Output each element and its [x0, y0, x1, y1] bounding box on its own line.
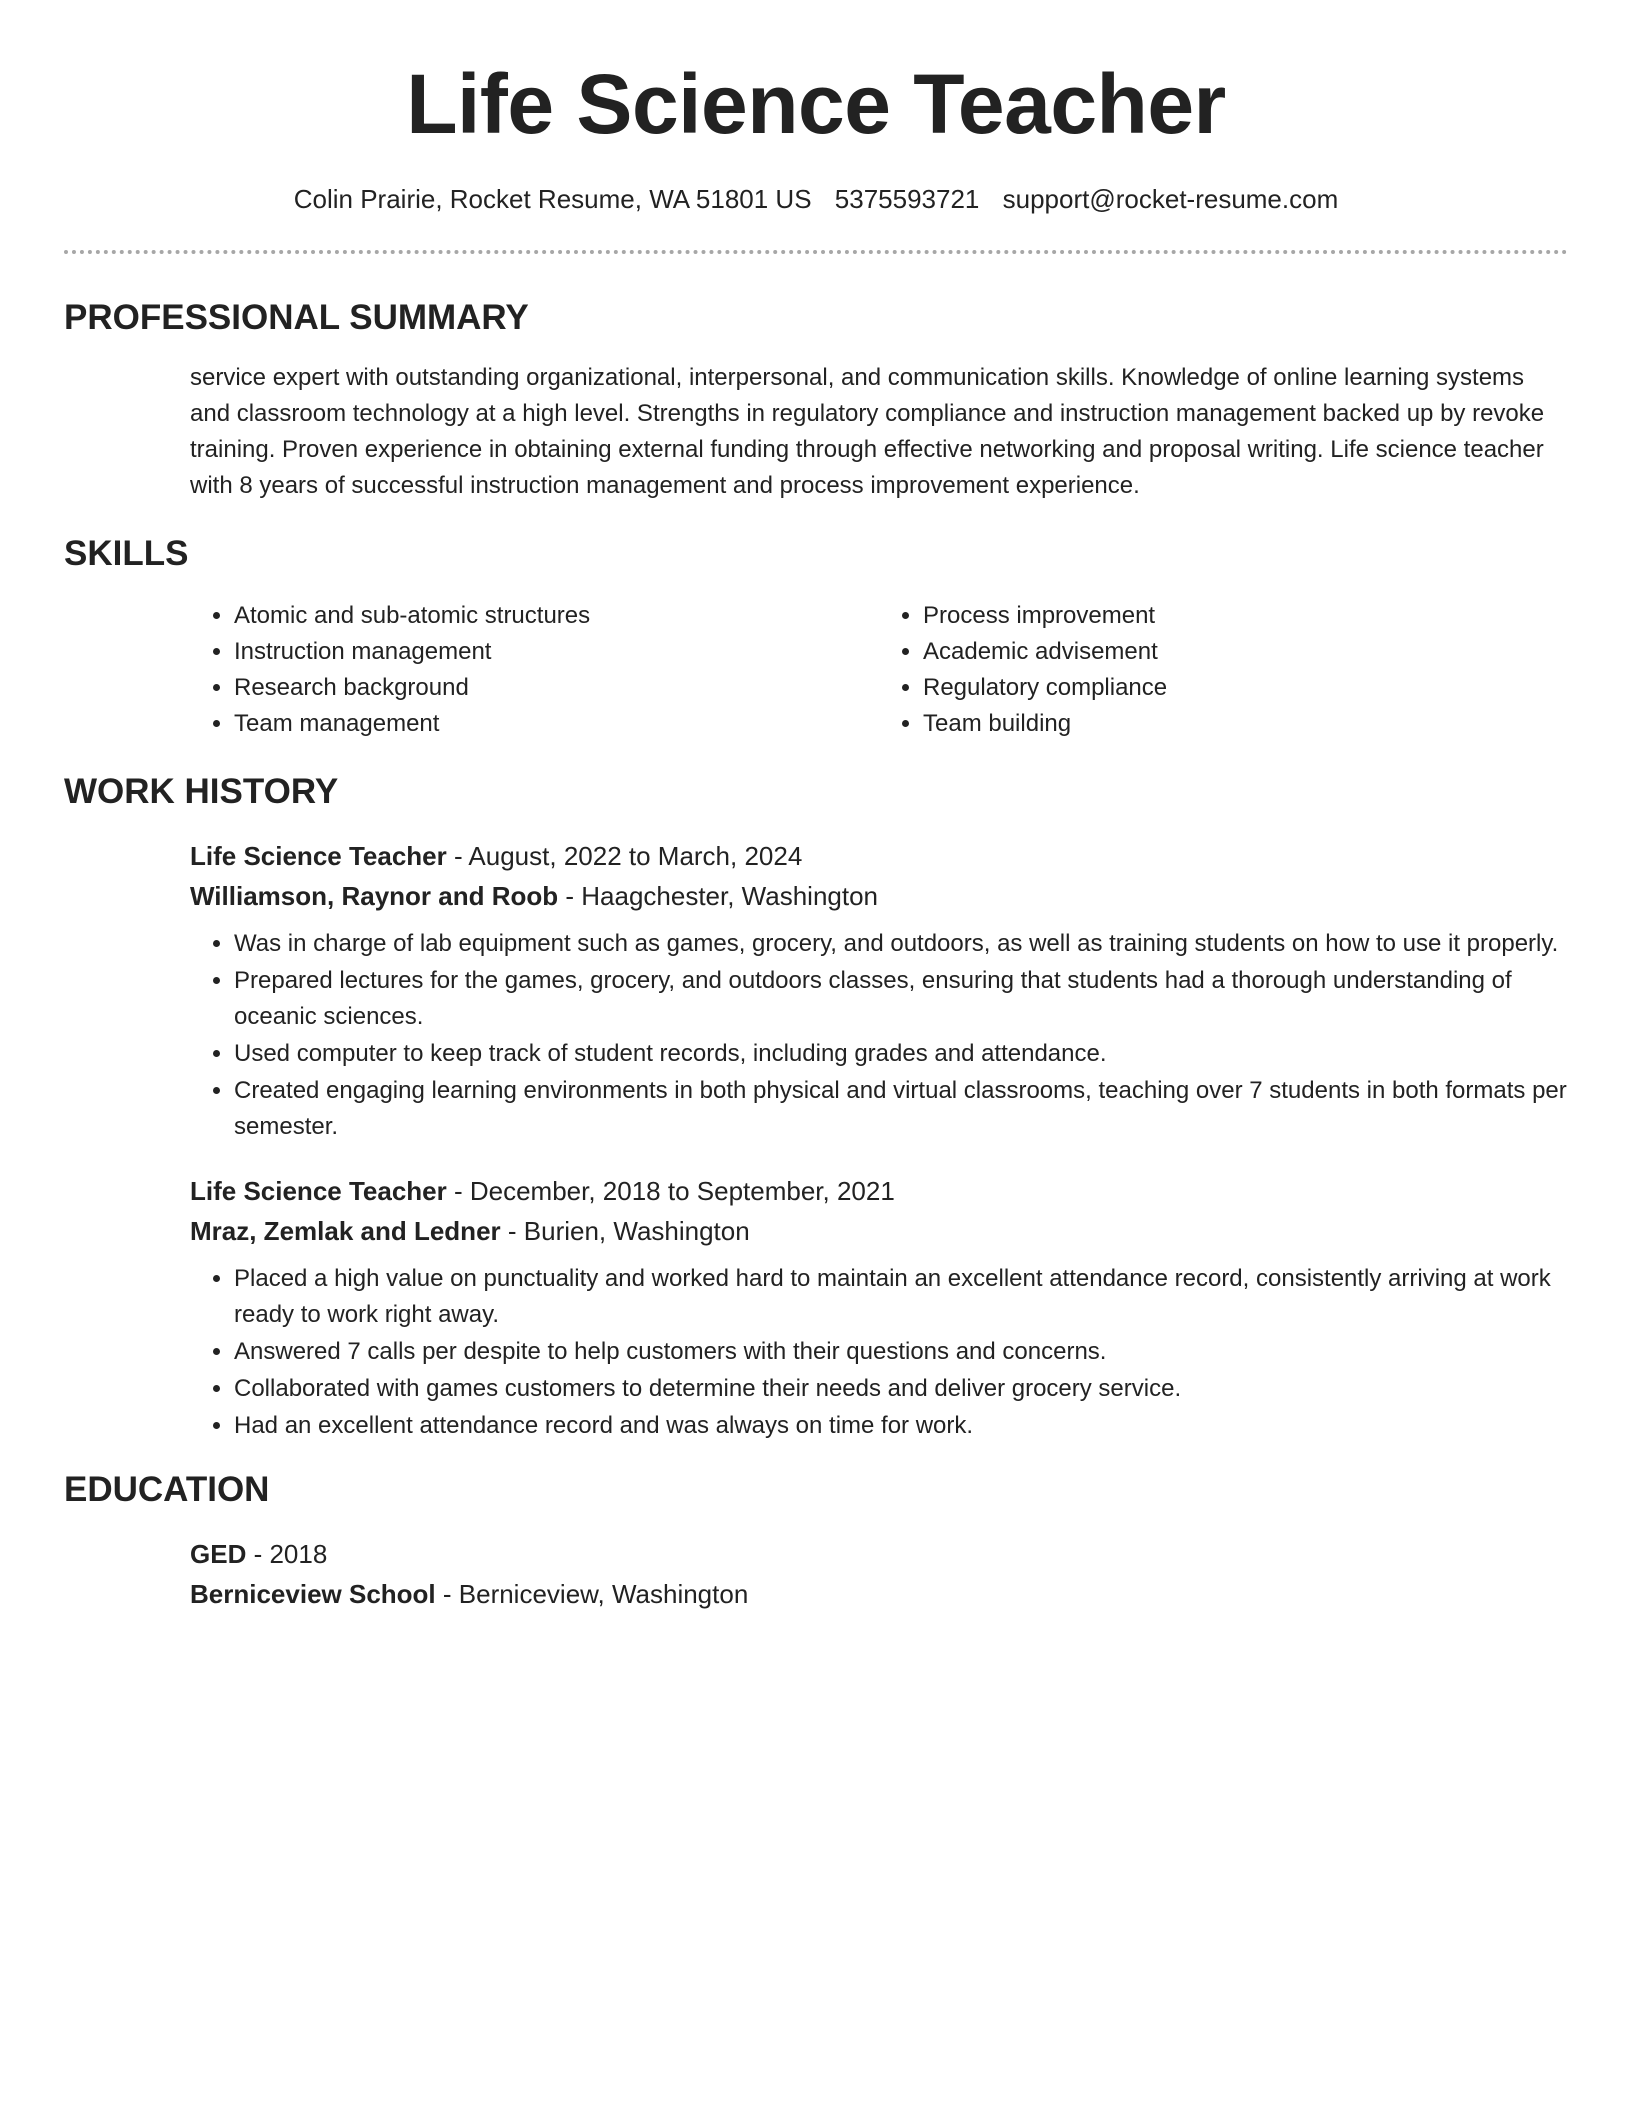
resume-name: Life Science Teacher — [406, 57, 1226, 151]
skill-item: • Process improvement — [923, 598, 1568, 634]
job-location: - Burien, Washington — [500, 1216, 750, 1246]
job-bullets — [190, 1261, 1568, 1444]
job-role: Life Science Teacher — [190, 1176, 447, 1206]
education-heading: EDUCATION — [64, 1470, 270, 1509]
work-heading: WORK HISTORY — [64, 772, 339, 811]
education-school: Berniceview School — [190, 1579, 436, 1609]
job-title-line — [190, 836, 1568, 876]
job-company-line — [190, 1211, 1568, 1251]
education-location: - Berniceview, Washington — [435, 1579, 749, 1609]
job-bullet: • Collaborated with games customers to determine their needs and deliver grocery service. — [234, 1371, 1568, 1407]
skills-section — [64, 534, 1568, 742]
job-dates: - August, 2022 to March, 2024 — [446, 841, 803, 871]
work-section — [64, 772, 1568, 1444]
summary-heading: PROFESSIONAL SUMMARY — [64, 298, 529, 337]
skill-item: • Regulatory compliance — [923, 670, 1568, 706]
skill-item: • Academic advisement — [923, 634, 1568, 670]
contact-email: support@rocket-resume.com — [1002, 184, 1339, 214]
summary-section — [64, 298, 1568, 504]
job-company: Williamson, Raynor and Roob — [190, 881, 559, 911]
job-company-line — [190, 876, 1568, 916]
job-role: Life Science Teacher — [190, 841, 447, 871]
education-year: - 2018 — [246, 1539, 328, 1569]
skill-item: • Instruction management — [234, 634, 879, 670]
header-divider — [64, 250, 1568, 254]
job-entry — [64, 1171, 1568, 1444]
job-bullet: • Prepared lectures for the games, grocery, and outdoors classes, ensuring that students had a thorough understanding of oceanic sciences. — [234, 963, 1568, 1035]
contact-address: Colin Prairie, Rocket Resume, WA 51801 US — [293, 184, 812, 214]
job-location: - Haagchester, Washington — [558, 881, 879, 911]
summary-text: service expert with outstanding organizational, interpersonal, and communication skills. Knowledge of online learning systems and classroom technology at a high level. Strengths in regulatory compliance and instruction management backed up by revoke training. Proven experience in obtaining external funding through effective networking and proposal writing. Life science teacher with 8 years of successful instruction management and process improvement experience. — [190, 364, 1545, 499]
job-dates: - December, 2018 to September, 2021 — [446, 1176, 895, 1206]
education-school-line — [190, 1574, 1568, 1614]
skills-column-left — [190, 598, 879, 742]
education-entry — [64, 1534, 1568, 1614]
job-bullet: • Created engaging learning environments in both physical and virtual classrooms, teaching over 7 students in both formats per semester. — [234, 1073, 1568, 1145]
job-bullet: • Was in charge of lab equipment such as games, grocery, and outdoors, as well as training students on how to use it properly. — [234, 926, 1568, 962]
job-bullet: • Placed a high value on punctuality and worked hard to maintain an excellent attendance record, consistently arriving at work ready to work right away. — [234, 1261, 1568, 1333]
job-entry — [64, 836, 1568, 1145]
skills-column-right — [879, 598, 1568, 742]
contact-line — [64, 184, 1568, 214]
job-bullet: • Used computer to keep track of student records, including grades and attendance. — [234, 1036, 1568, 1072]
skill-item: • Team management — [234, 706, 879, 742]
contact-phone: 5375593721 — [834, 184, 980, 214]
education-degree: GED — [190, 1539, 247, 1569]
skill-item: • Team building — [923, 706, 1568, 742]
education-section — [64, 1470, 1568, 1614]
job-bullets — [190, 926, 1568, 1145]
skills-heading: SKILLS — [64, 534, 189, 573]
job-title-line — [190, 1171, 1568, 1211]
job-bullet: • Had an excellent attendance record and was always on time for work. — [234, 1408, 1568, 1444]
job-company: Mraz, Zemlak and Ledner — [190, 1216, 501, 1246]
skill-item: • Atomic and sub-atomic structures — [234, 598, 879, 634]
job-bullet: • Answered 7 calls per despite to help customers with their questions and concerns. — [234, 1334, 1568, 1370]
education-degree-line — [190, 1534, 1568, 1574]
skills-grid — [64, 598, 1568, 742]
skill-item: • Research background — [234, 670, 879, 706]
